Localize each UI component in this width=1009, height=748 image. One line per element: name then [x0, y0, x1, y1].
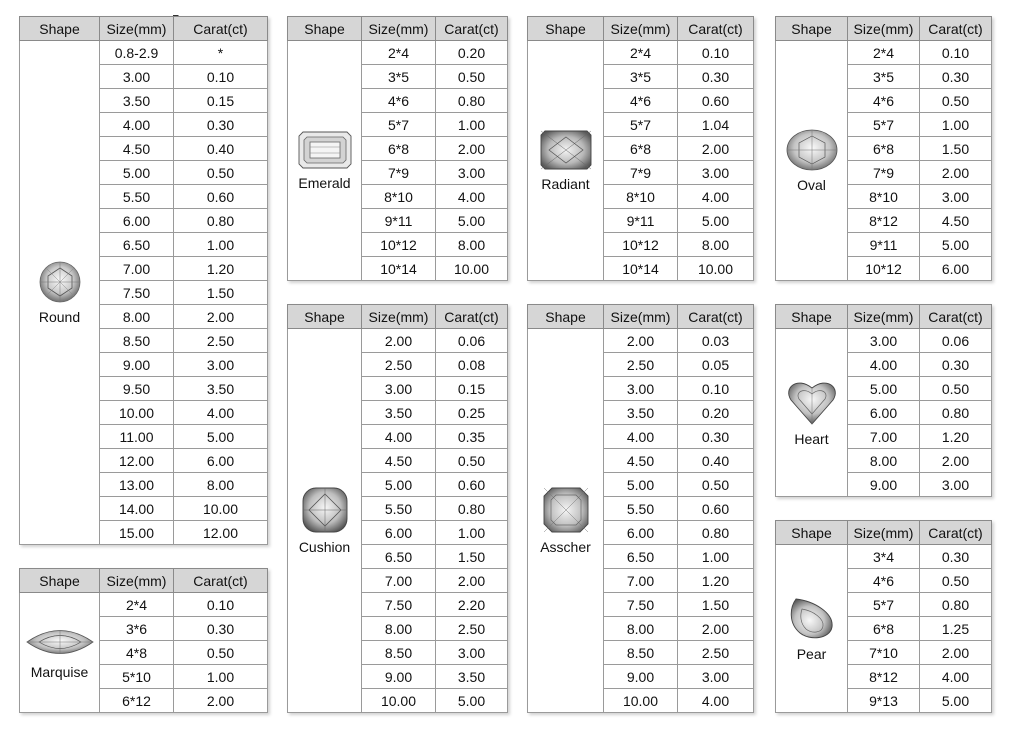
carat-cell: 0.60: [678, 497, 754, 521]
table-row: [528, 41, 754, 65]
cushion-diamond-icon: [301, 486, 349, 539]
table-row: [776, 329, 992, 353]
carat-cell: 0.08: [436, 353, 508, 377]
size-cell: 6*8: [848, 137, 920, 161]
size-cell: 8.00: [100, 305, 174, 329]
radiant-shape-cell: [528, 41, 604, 281]
size-cell: 2*4: [362, 41, 436, 65]
size-cell: 3*6: [100, 617, 174, 641]
carat-cell: 0.30: [920, 65, 992, 89]
carat-cell: 1.20: [920, 425, 992, 449]
size-cell: 6*8: [848, 617, 920, 641]
radiant-diamond-icon: [539, 129, 593, 176]
size-cell: 6.50: [362, 545, 436, 569]
cushion-shape-cell: [288, 329, 362, 713]
carat-cell: 2.50: [678, 641, 754, 665]
carat-cell: 0.40: [678, 449, 754, 473]
size-cell: 9*11: [604, 209, 678, 233]
size-cell: 10*12: [604, 233, 678, 257]
round-shape-cell: [20, 41, 100, 545]
size-cell: 2*4: [848, 41, 920, 65]
size-cell: 4.00: [848, 353, 920, 377]
size-cell: 4*6: [848, 89, 920, 113]
carat-cell: 0.35: [436, 425, 508, 449]
size-cell: 4.50: [604, 449, 678, 473]
heart-shape-label: Heart: [794, 431, 829, 447]
size-cell: 6.00: [100, 209, 174, 233]
carat-header: Carat(ct): [678, 17, 754, 41]
size-cell: 13.00: [100, 473, 174, 497]
size-cell: 8.50: [100, 329, 174, 353]
carat-cell: 3.50: [174, 377, 268, 401]
size-cell: 2.00: [362, 329, 436, 353]
size-cell: 3.50: [604, 401, 678, 425]
size-cell: 7.50: [100, 281, 174, 305]
radiant-shape-label: Radiant: [541, 176, 590, 192]
carat-cell: 10.00: [174, 497, 268, 521]
emerald-shape-label: Emerald: [298, 175, 351, 191]
emerald-table: [287, 16, 508, 281]
round-diamond-icon: [38, 260, 82, 309]
pear-shape-cell: [776, 545, 848, 713]
emerald-shape: [288, 130, 361, 191]
shape-header: Shape: [528, 17, 604, 41]
carat-cell: 1.50: [920, 137, 992, 161]
carat-cell: 1.00: [174, 233, 268, 257]
size-cell: 7.50: [604, 593, 678, 617]
size-cell: 2.50: [604, 353, 678, 377]
shape-header: Shape: [20, 17, 100, 41]
heart-diamond-icon: [787, 378, 837, 431]
carat-cell: 2.00: [920, 449, 992, 473]
size-cell: 10*12: [362, 233, 436, 257]
carat-cell: 0.50: [920, 569, 992, 593]
header-row: [528, 305, 754, 329]
carat-cell: 3.00: [678, 161, 754, 185]
carat-cell: 0.80: [174, 209, 268, 233]
size-cell: 6.00: [604, 521, 678, 545]
size-header: Size(mm): [604, 305, 678, 329]
carat-cell: 1.00: [678, 545, 754, 569]
carat-cell: 4.50: [920, 209, 992, 233]
carat-cell: 0.20: [436, 41, 508, 65]
round-table: [19, 16, 268, 545]
carat-cell: 0.30: [174, 617, 268, 641]
pear-diamond-icon: [788, 595, 836, 646]
size-cell: 6.00: [848, 401, 920, 425]
carat-cell: 0.60: [436, 473, 508, 497]
header-row: [776, 17, 992, 41]
shape-header: Shape: [288, 17, 362, 41]
size-cell: 6*12: [100, 689, 174, 713]
carat-header: Carat(ct): [678, 305, 754, 329]
size-header: Size(mm): [848, 521, 920, 545]
size-cell: 8.00: [362, 617, 436, 641]
carat-cell: 0.80: [436, 89, 508, 113]
carat-cell: 2.00: [678, 137, 754, 161]
heart-shape-cell: [776, 329, 848, 497]
carat-cell: 4.00: [678, 689, 754, 713]
size-cell: 4*6: [848, 569, 920, 593]
size-cell: 7.00: [100, 257, 174, 281]
carat-cell: 0.10: [920, 41, 992, 65]
size-cell: 3*4: [848, 545, 920, 569]
size-cell: 5*7: [848, 113, 920, 137]
size-header: Size(mm): [100, 569, 174, 593]
size-cell: 8.50: [604, 641, 678, 665]
shape-header: Shape: [776, 521, 848, 545]
size-cell: 3.50: [362, 401, 436, 425]
heart-table: [775, 304, 992, 497]
carat-cell: 5.00: [436, 689, 508, 713]
table-row: [528, 329, 754, 353]
size-cell: 9.00: [848, 473, 920, 497]
size-cell: 8.50: [362, 641, 436, 665]
size-cell: 2.00: [604, 329, 678, 353]
size-cell: 9.00: [362, 665, 436, 689]
carat-cell: 0.06: [920, 329, 992, 353]
size-cell: 3*5: [848, 65, 920, 89]
size-cell: 4*6: [604, 89, 678, 113]
header-row: [20, 17, 268, 41]
table-row: [776, 41, 992, 65]
size-cell: 10.00: [362, 689, 436, 713]
size-cell: 6*8: [362, 137, 436, 161]
size-cell: 9.50: [100, 377, 174, 401]
carat-cell: 2.00: [436, 137, 508, 161]
carat-header: Carat(ct): [920, 17, 992, 41]
carat-cell: 0.03: [678, 329, 754, 353]
carat-cell: 0.30: [174, 113, 268, 137]
carat-cell: 0.50: [436, 449, 508, 473]
size-cell: 10.00: [604, 689, 678, 713]
size-cell: 3.00: [100, 65, 174, 89]
carat-cell: 0.06: [436, 329, 508, 353]
size-cell: 5.00: [604, 473, 678, 497]
carat-cell: 2.50: [436, 617, 508, 641]
carat-cell: 0.30: [920, 545, 992, 569]
marquise-shape-label: Marquise: [30, 664, 89, 680]
carat-cell: 1.00: [174, 665, 268, 689]
size-cell: 4.50: [100, 137, 174, 161]
carat-cell: 2.00: [174, 305, 268, 329]
asscher-diamond-icon: [542, 486, 590, 539]
carat-cell: 0.80: [678, 521, 754, 545]
size-cell: 9.00: [100, 353, 174, 377]
carat-cell: 3.00: [436, 641, 508, 665]
size-cell: 2.50: [362, 353, 436, 377]
shape-header: Shape: [288, 305, 362, 329]
carat-cell: 1.20: [174, 257, 268, 281]
size-cell: 7.00: [362, 569, 436, 593]
shape-header: Shape: [528, 305, 604, 329]
asscher-shape: [528, 486, 603, 555]
carat-cell: 0.50: [920, 377, 992, 401]
carat-cell: 4.00: [436, 185, 508, 209]
asscher-shape-label: Asscher: [540, 539, 591, 555]
carat-cell: 3.00: [920, 473, 992, 497]
size-cell: 5*7: [848, 593, 920, 617]
size-cell: 10*14: [362, 257, 436, 281]
size-header: Size(mm): [362, 17, 436, 41]
shape-header: Shape: [776, 305, 848, 329]
size-cell: 8.00: [604, 617, 678, 641]
size-cell: 8*10: [604, 185, 678, 209]
carat-cell: 0.30: [678, 425, 754, 449]
size-cell: 4.00: [604, 425, 678, 449]
header-row: [20, 569, 268, 593]
carat-cell: 8.00: [174, 473, 268, 497]
carat-cell: 1.50: [678, 593, 754, 617]
size-cell: 4.00: [100, 113, 174, 137]
size-cell: 7.50: [362, 593, 436, 617]
size-cell: 7*9: [848, 161, 920, 185]
table-row: [20, 41, 268, 65]
carat-cell: 2.50: [174, 329, 268, 353]
carat-cell: 3.00: [920, 185, 992, 209]
oval-shape-cell: [776, 41, 848, 281]
table-row: [776, 545, 992, 569]
carat-cell: 3.50: [436, 665, 508, 689]
carat-cell: 4.00: [174, 401, 268, 425]
pear-shape-label: Pear: [796, 646, 827, 662]
asscher-shape-cell: [528, 329, 604, 713]
radiant-table: [527, 16, 754, 281]
size-cell: 5*10: [100, 665, 174, 689]
carat-cell: 0.25: [436, 401, 508, 425]
marquise-table: [19, 568, 268, 713]
size-cell: 8*10: [848, 185, 920, 209]
carat-cell: 1.25: [920, 617, 992, 641]
carat-cell: 3.00: [436, 161, 508, 185]
size-cell: 3*5: [362, 65, 436, 89]
carat-cell: 0.60: [678, 89, 754, 113]
oval-shape: [776, 128, 847, 193]
header-row: [288, 17, 508, 41]
carat-header: Carat(ct): [174, 569, 268, 593]
carat-header: Carat(ct): [436, 305, 508, 329]
carat-cell: 0.80: [920, 401, 992, 425]
size-cell: 0.8-2.9: [100, 41, 174, 65]
carat-cell: 8.00: [436, 233, 508, 257]
carat-cell: 0.50: [436, 65, 508, 89]
table-row: [288, 41, 508, 65]
marquise-shape-cell: [20, 593, 100, 713]
carat-cell: 12.00: [174, 521, 268, 545]
size-cell: 7.00: [848, 425, 920, 449]
carat-cell: 5.00: [920, 689, 992, 713]
carat-cell: 5.00: [174, 425, 268, 449]
header-row: [776, 305, 992, 329]
carat-cell: 1.20: [678, 569, 754, 593]
carat-header: Carat(ct): [436, 17, 508, 41]
heart-shape: [776, 378, 847, 447]
size-cell: 9*11: [362, 209, 436, 233]
size-header: Size(mm): [100, 17, 174, 41]
shape-header: Shape: [776, 17, 848, 41]
carat-cell: 0.50: [920, 89, 992, 113]
carat-cell: 0.50: [174, 641, 268, 665]
carat-cell: 0.10: [678, 377, 754, 401]
size-cell: 2*4: [604, 41, 678, 65]
round-shape-label: Round: [38, 309, 81, 325]
size-header: Size(mm): [362, 305, 436, 329]
round-shape: [20, 260, 99, 325]
carat-cell: 4.00: [920, 665, 992, 689]
size-cell: 14.00: [100, 497, 174, 521]
size-header: Size(mm): [604, 17, 678, 41]
marquise-diamond-icon: [25, 625, 95, 664]
carat-cell: 8.00: [678, 233, 754, 257]
carat-cell: 0.10: [174, 593, 268, 617]
size-cell: 15.00: [100, 521, 174, 545]
carat-cell: 5.00: [678, 209, 754, 233]
carat-header: Carat(ct): [920, 521, 992, 545]
size-cell: 3.00: [362, 377, 436, 401]
carat-cell: 1.04: [678, 113, 754, 137]
size-cell: 5.50: [100, 185, 174, 209]
shape-header: Shape: [20, 569, 100, 593]
carat-cell: 2.00: [678, 617, 754, 641]
header-row: [288, 305, 508, 329]
table-row: [20, 593, 268, 617]
size-cell: 3*5: [604, 65, 678, 89]
size-cell: 8.00: [848, 449, 920, 473]
size-cell: 3.00: [848, 329, 920, 353]
size-cell: 6*8: [604, 137, 678, 161]
size-cell: 8*10: [362, 185, 436, 209]
carat-cell: 4.00: [678, 185, 754, 209]
size-cell: 11.00: [100, 425, 174, 449]
carat-cell: 0.50: [678, 473, 754, 497]
carat-cell: 1.00: [436, 113, 508, 137]
size-cell: 10.00: [100, 401, 174, 425]
carat-cell: 2.20: [436, 593, 508, 617]
size-cell: 7*10: [848, 641, 920, 665]
carat-header: Carat(ct): [174, 17, 268, 41]
carat-cell: 2.00: [920, 641, 992, 665]
carat-cell: 0.60: [174, 185, 268, 209]
emerald-shape-cell: [288, 41, 362, 281]
size-cell: 5.50: [362, 497, 436, 521]
header-row: [776, 521, 992, 545]
carat-cell: 0.05: [678, 353, 754, 377]
carat-cell: 1.00: [436, 521, 508, 545]
carat-cell: 5.00: [436, 209, 508, 233]
size-cell: 6.50: [604, 545, 678, 569]
header-row: [528, 17, 754, 41]
carat-cell: *: [174, 41, 268, 65]
cushion-shape-label: Cushion: [298, 539, 351, 555]
size-cell: 8*12: [848, 209, 920, 233]
carat-cell: 3.00: [174, 353, 268, 377]
size-cell: 6.00: [362, 521, 436, 545]
asscher-table: [527, 304, 754, 713]
table-row: [288, 329, 508, 353]
carat-cell: 0.15: [436, 377, 508, 401]
size-cell: 5.00: [848, 377, 920, 401]
carat-cell: 0.80: [436, 497, 508, 521]
size-cell: 5.50: [604, 497, 678, 521]
size-header: Size(mm): [848, 17, 920, 41]
carat-cell: 2.00: [920, 161, 992, 185]
size-cell: 4.00: [362, 425, 436, 449]
carat-cell: 0.50: [174, 161, 268, 185]
oval-diamond-icon: [785, 128, 839, 177]
size-cell: 7.00: [604, 569, 678, 593]
carat-cell: 0.20: [678, 401, 754, 425]
size-cell: 2*4: [100, 593, 174, 617]
cushion-table: [287, 304, 508, 713]
carat-cell: 0.10: [174, 65, 268, 89]
oval-table: [775, 16, 992, 281]
size-cell: 4*8: [100, 641, 174, 665]
carat-cell: 2.00: [436, 569, 508, 593]
carat-cell: 0.30: [678, 65, 754, 89]
size-cell: 7*9: [362, 161, 436, 185]
size-cell: 5*7: [362, 113, 436, 137]
size-cell: 4*6: [362, 89, 436, 113]
carat-cell: 10.00: [678, 257, 754, 281]
carat-cell: 10.00: [436, 257, 508, 281]
emerald-diamond-icon: [297, 130, 353, 175]
carat-cell: 2.00: [174, 689, 268, 713]
carat-cell: 0.80: [920, 593, 992, 617]
carat-cell: 0.30: [920, 353, 992, 377]
carat-cell: 1.50: [174, 281, 268, 305]
size-cell: 9*11: [848, 233, 920, 257]
size-cell: 12.00: [100, 449, 174, 473]
size-cell: 9.00: [604, 665, 678, 689]
radiant-shape: [528, 129, 603, 192]
marquise-shape: [20, 625, 99, 680]
size-cell: 5.00: [100, 161, 174, 185]
size-header: Size(mm): [848, 305, 920, 329]
carat-cell: 0.15: [174, 89, 268, 113]
carat-cell: 1.00: [920, 113, 992, 137]
pear-shape: [776, 595, 847, 662]
carat-cell: 0.10: [678, 41, 754, 65]
size-cell: 4.50: [362, 449, 436, 473]
carat-cell: 0.40: [174, 137, 268, 161]
carat-cell: 5.00: [920, 233, 992, 257]
size-cell: 6.50: [100, 233, 174, 257]
size-cell: 8*12: [848, 665, 920, 689]
size-cell: 10*14: [604, 257, 678, 281]
pear-table: [775, 520, 992, 713]
size-cell: 7*9: [604, 161, 678, 185]
size-cell: 5*7: [604, 113, 678, 137]
carat-cell: 6.00: [174, 449, 268, 473]
carat-cell: 3.00: [678, 665, 754, 689]
carat-cell: 1.50: [436, 545, 508, 569]
size-cell: 3.50: [100, 89, 174, 113]
cushion-shape: [288, 486, 361, 555]
oval-shape-label: Oval: [797, 177, 826, 193]
size-cell: 3.00: [604, 377, 678, 401]
size-cell: 9*13: [848, 689, 920, 713]
carat-cell: 6.00: [920, 257, 992, 281]
size-cell: 5.00: [362, 473, 436, 497]
carat-header: Carat(ct): [920, 305, 992, 329]
size-cell: 10*12: [848, 257, 920, 281]
